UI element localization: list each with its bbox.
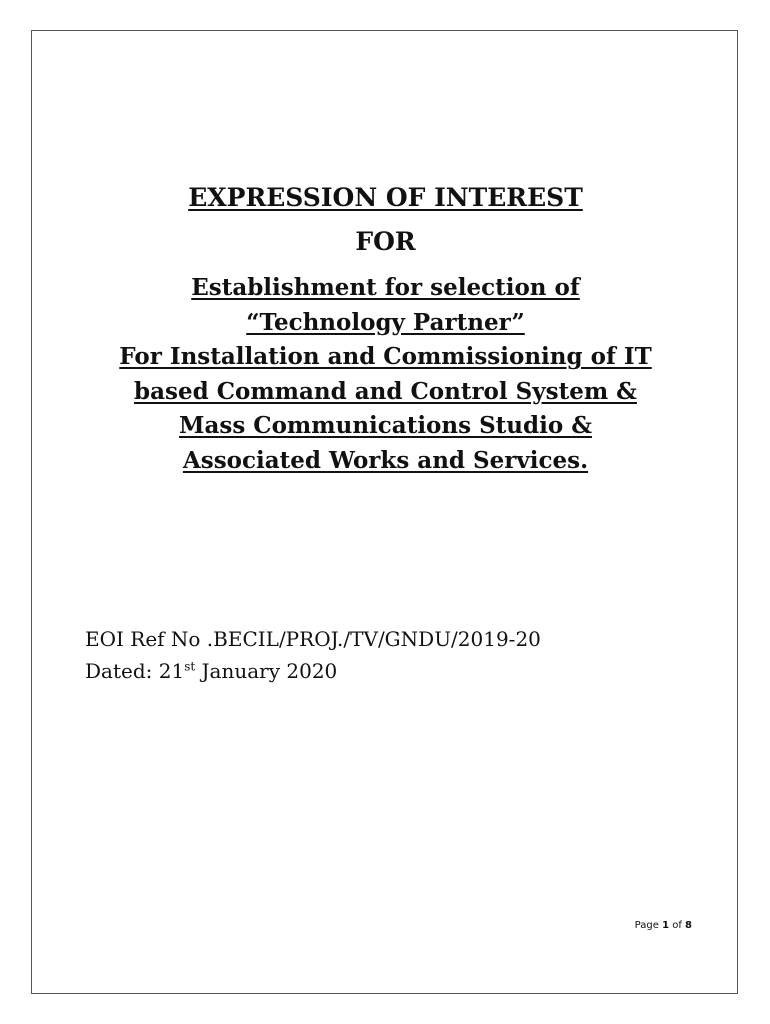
dated-ordinal-suffix: st <box>184 659 196 674</box>
subtitle-line-2: “Technology Partner” <box>246 308 525 336</box>
title-expression-of-interest: EXPRESSION OF INTEREST <box>188 183 583 212</box>
page-total: 8 <box>685 920 692 931</box>
of-label: of <box>669 920 686 931</box>
page-label: Page <box>634 920 663 931</box>
dated-rest: January 2020 <box>195 659 338 683</box>
page-footer <box>635 920 692 931</box>
subtitle-line-5: Mass Communications Studio & <box>179 412 592 439</box>
document-page <box>31 30 738 994</box>
title-for: FOR <box>355 227 416 256</box>
subtitle-block <box>32 271 739 478</box>
subtitle-line-3: For Installation and Commissioning of IT <box>119 343 652 370</box>
page-current: 1 <box>662 920 670 931</box>
dated-line <box>85 655 541 687</box>
subtitle-line-6: Associated Works and Services. <box>182 446 589 474</box>
reference-block <box>85 623 541 687</box>
subtitle-line-1: Establishment for selection of <box>191 274 580 301</box>
eoi-reference-number: EOI Ref No .BECIL/PROJ./TV/GNDU/2019-20 <box>85 627 541 651</box>
dated-prefix: Dated: 21 <box>85 659 185 683</box>
subtitle-line-4: based Command and Control System & <box>134 377 637 405</box>
